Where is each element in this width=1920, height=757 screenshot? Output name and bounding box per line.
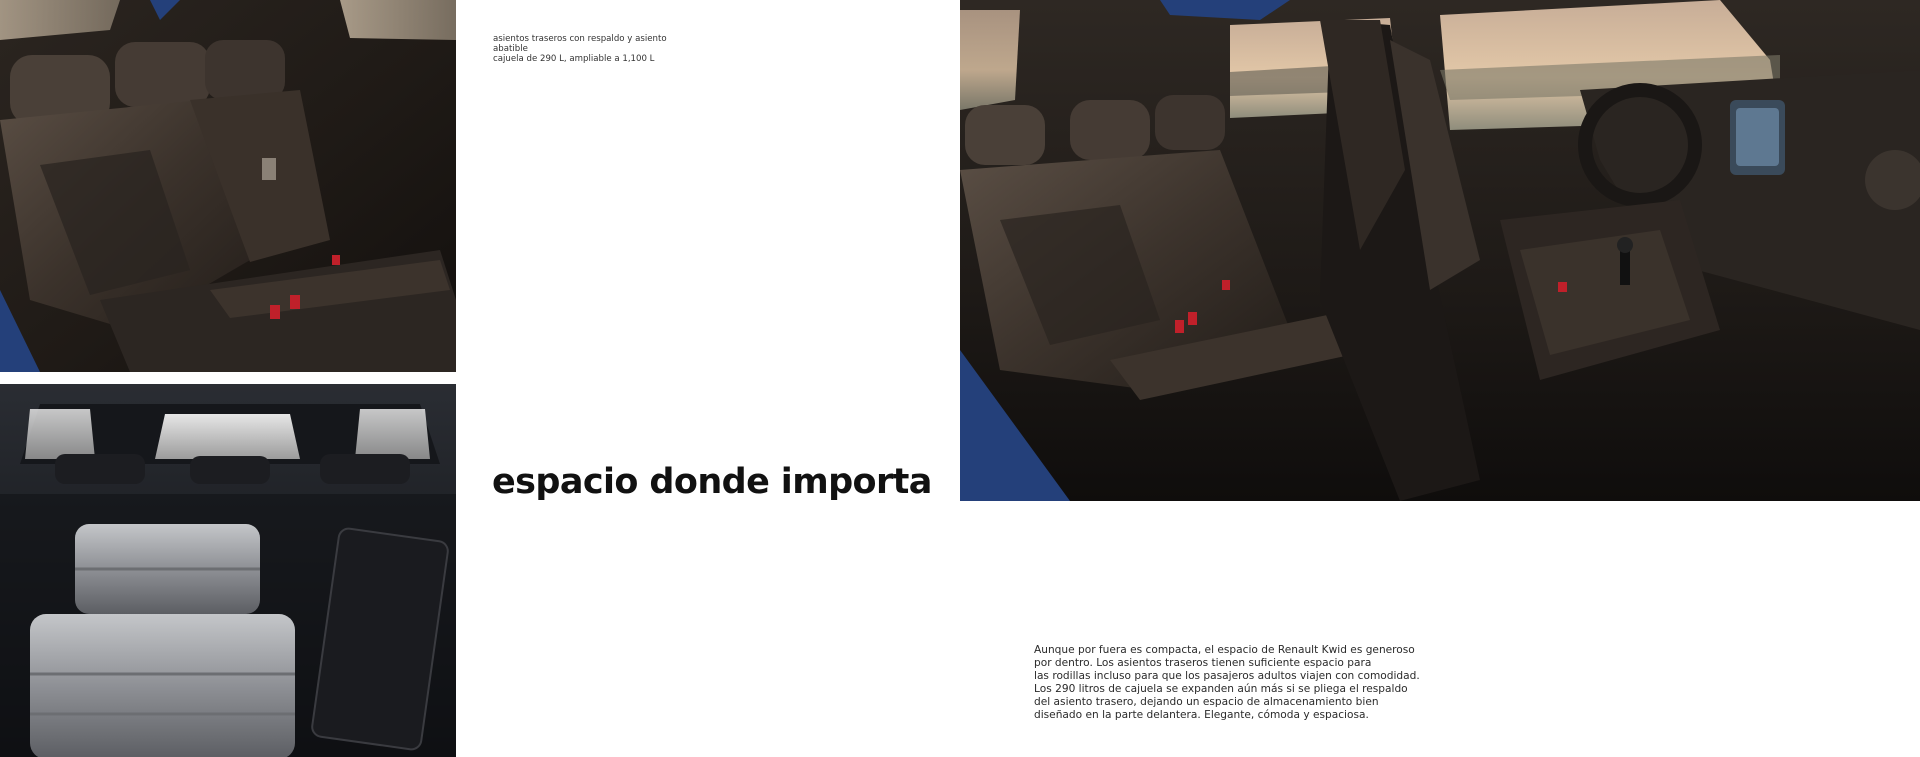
body-paragraph xyxy=(1034,644,1454,723)
page-headline: espacio donde importa xyxy=(492,462,932,502)
body-line: las rodillas incluso para que los pasajeros adultos viajen con comodidad. xyxy=(1034,670,1420,683)
caption-rear-seats-line1: asientos traseros con respaldo y asiento xyxy=(493,34,667,44)
photo-captions xyxy=(493,34,693,64)
caption-rear-seats-line2: abatible xyxy=(493,44,528,54)
body-line: por dentro. Los asientos traseros tienen suficiente espacio para xyxy=(1034,657,1372,670)
body-line: diseñado en la parte delantera. Elegante, cómoda y espaciosa. xyxy=(1034,709,1369,722)
body-line: Aunque por fuera es compacta, el espacio de Renault Kwid es generoso xyxy=(1034,644,1415,656)
body-line: del asiento trasero, dejando un espacio de almacenamiento bien xyxy=(1034,696,1379,709)
trunk-luggage-photo xyxy=(0,384,456,757)
caption-trunk: cajuela de 290 L, ampliable a 1,100 L xyxy=(493,54,655,64)
body-line: Los 290 litros de cajuela se expanden aún más si se pliega el respaldo xyxy=(1034,683,1408,696)
cabin-interior-photo xyxy=(960,0,1920,501)
rear-seats-photo xyxy=(0,0,456,372)
